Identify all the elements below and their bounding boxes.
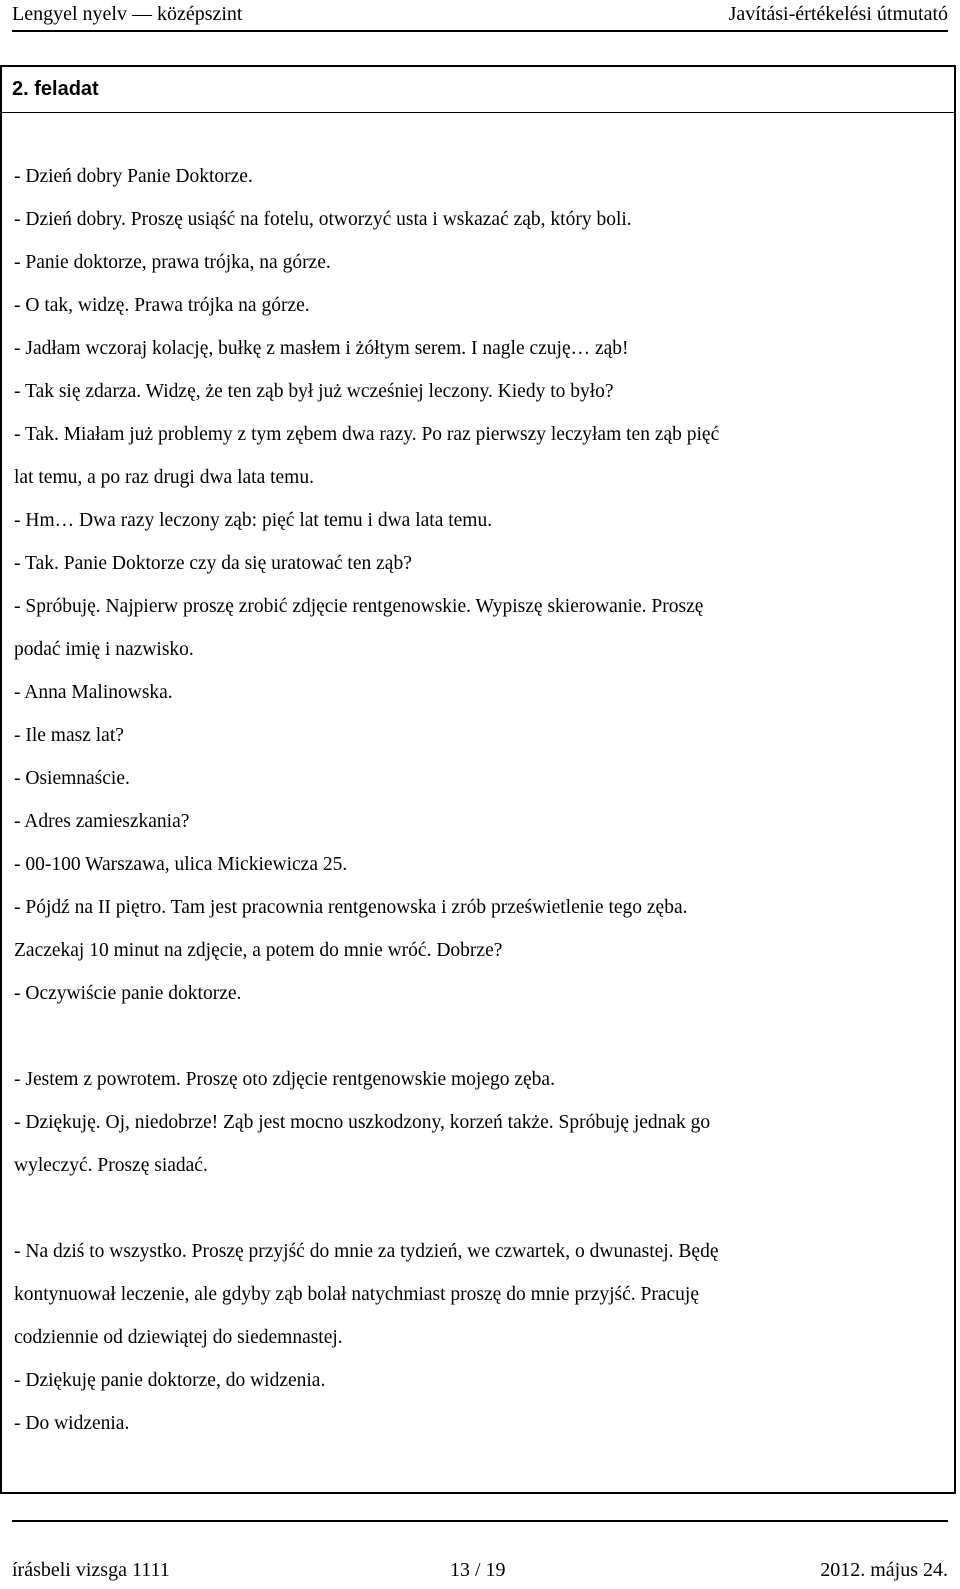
paragraph-gap [14, 1187, 934, 1230]
dialog-line: - Tak. Panie Doktorze czy da się uratować ten ząb? [14, 553, 412, 574]
page-footer [12, 1520, 948, 1582]
dialog-line: - Dziękuję panie doktorze, do widzenia. [14, 1370, 326, 1391]
footer-date: 2012. május 24. [820, 1559, 948, 1581]
page-header [12, 0, 948, 32]
dialog-line: - Anna Malinowska. [14, 682, 173, 703]
section-title-box [0, 65, 956, 113]
dialog-line: - Pójdź na II piętro. Tam jest pracownia rentgenowska i zrób prześwietlenie tego zęba. [14, 897, 688, 918]
dialog-line: wyleczyć. Proszę siadać. [14, 1155, 208, 1176]
dialog-line: - Dzień dobry Panie Doktorze. [14, 166, 253, 187]
dialog-line: - Dziękuję. Oj, niedobrze! Ząb jest mocno uszkodzony, korzeń także. Spróbuję jednak go [14, 1112, 711, 1133]
dialog-line: Zaczekaj 10 minut na zdjęcie, a potem do mnie wróć. Dobrze? [14, 940, 503, 961]
dialog-line: - Jadłam wczoraj kolację, bułkę z masłem i żółtym serem. I nagle czuję… ząb! [14, 338, 629, 359]
dialog-transcript [14, 155, 934, 1445]
header-guide-title: Javítási-értékelési útmutató [728, 3, 948, 25]
dialog-line: - O tak, widzę. Prawa trójka na górze. [14, 295, 310, 316]
dialog-line: - Ile masz lat? [14, 725, 124, 746]
transcript-box [0, 112, 956, 1494]
dialog-line: - Tak. Miałam już problemy z tym zębem dwa razy. Po raz pierwszy leczyłam ten ząb pięć [14, 424, 720, 445]
dialog-line: - Do widzenia. [14, 1413, 130, 1434]
dialog-line: - Panie doktorze, prawa trójka, na górze. [14, 252, 331, 273]
dialog-line: - Osiemnaście. [14, 768, 130, 789]
dialog-line: - Jestem z powrotem. Proszę oto zdjęcie rentgenowskie mojego zęba. [14, 1069, 555, 1090]
header-subject: Lengyel nyelv — középszint [12, 3, 243, 25]
dialog-line: kontynuował leczenie, ale gdyby ząb bolał natychmiast proszę do mnie przyjść. Pracuję [14, 1284, 699, 1305]
dialog-line: codziennie od dziewiątej do siedemnastej. [14, 1327, 343, 1348]
dialog-line: podać imię i nazwisko. [14, 639, 194, 660]
dialog-line: - 00-100 Warszawa, ulica Mickiewicza 25. [14, 854, 348, 875]
dialog-line: - Dzień dobry. Proszę usiąść na fotelu, otworzyć usta i wskazać ząb, który boli. [14, 209, 632, 230]
footer-exam-code: írásbeli vizsga 1111 [12, 1559, 170, 1581]
footer-page-number: 13 / 19 [450, 1559, 506, 1581]
dialog-line: - Oczywiście panie doktorze. [14, 983, 242, 1004]
dialog-line: - Adres zamieszkania? [14, 811, 190, 832]
dialog-line: lat temu, a po raz drugi dwa lata temu. [14, 467, 314, 488]
section-title: 2. feladat [12, 78, 99, 100]
paragraph-gap [14, 1015, 934, 1058]
dialog-line: - Na dziś to wszystko. Proszę przyjść do mnie za tydzień, we czwartek, o dwunastej. Będę [14, 1241, 719, 1262]
dialog-line: - Tak się zdarza. Widzę, że ten ząb był już wcześniej leczony. Kiedy to było? [14, 381, 614, 402]
dialog-line: - Hm… Dwa razy leczony ząb: pięć lat temu i dwa lata temu. [14, 510, 493, 531]
dialog-line: - Spróbuję. Najpierw proszę zrobić zdjęcie rentgenowskie. Wypiszę skierowanie. Proszę [14, 596, 704, 617]
